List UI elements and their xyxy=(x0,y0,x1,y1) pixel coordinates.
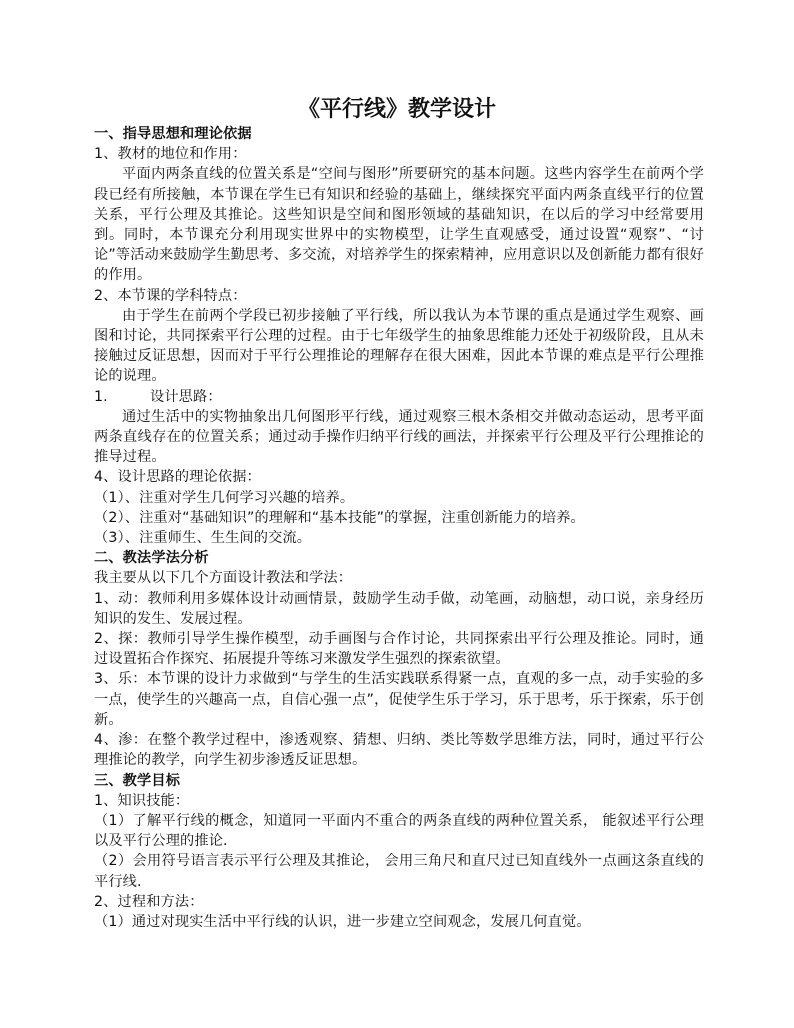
document-body xyxy=(94,124,704,932)
list-item: （2）会用符号语言表示平行公理及其推论， 会用三角尺和直尺过已知直线外一点画这条直线的平行线. xyxy=(94,853,704,890)
list-item: 4、渗：在整个教学过程中，渗透观察、猜想、归纳、类比等数学思维方法，同时，通过平行公理推论的教学，向学生初步渗透反证思想。 xyxy=(94,732,704,769)
list-item: 3、乐：本节课的设计力求做到“与学生的生活实践联系得紧一点，直观的多一点，动手实验的多一点，使学生的兴趣高一点，自信心强一点”，促使学生乐于学习，乐于思考，乐于探索，乐于创新。 xyxy=(94,671,704,728)
subsection-heading: 2、过程和方法： xyxy=(94,893,204,910)
page-title: 《平行线》教学设计 xyxy=(297,97,496,122)
subsection-heading-text: 设计思路： xyxy=(150,388,222,405)
list-item: （3）、注重师生、生生间的交流。 xyxy=(94,530,312,547)
paragraph: 平面内两条直线的位置关系是“空间与图形”所要研究的基本问题。这些内容学生在前两个学段已经有所接触，本节课在学生已有知识和经验的基础上，继续探究平面内两条直线平行的位置关系，平行公理及其推论。这些知识是空间和图形领域的基础知识，在以后的学习中经常要用到。同时，本节课充分利用现实世界中的实物模型，让学生直观感受，通过设置“观察”、“讨论”等活动来鼓励学生勤思考、多交流，对培养学生的探索精神，应用意识以及创新能力都有很好的作用。 xyxy=(94,166,704,284)
subsection-heading: 1、知识技能： xyxy=(94,792,190,809)
list-item: 1、动：教师利用多媒体设计动画情景，鼓励学生动手做，动笔画，动脑想，动口说，亲身经历知识的发生、发展过程。 xyxy=(94,590,704,627)
list-item: （1）、注重对学生几何学习兴趣的培养。 xyxy=(94,489,355,506)
paragraph: 由于学生在前两个学段已初步接触了平行线，所以我认为本节课的重点是通过学生观察、画图和讨论，共同探索平行公理的过程。由于七年级学生的抽象思维能力还处于初级阶段，且从未接触过反证思想，因而对于平行公理推论的理解存在很大困难，因此本节课的难点是平行公理推论的说理。 xyxy=(94,307,704,385)
subsection-heading: 1、教材的地位和作用： xyxy=(94,146,247,163)
section-heading-2: 二、教法学法分析 xyxy=(94,550,209,567)
section-heading-3: 三、教学目标 xyxy=(94,772,181,789)
list-item: （1）了解平行线的概念，知道同一平面内不重合的两条直线的两种位置关系， 能叙述平行公理以及平行公理的推论. xyxy=(94,812,704,850)
subsection-heading: 2、本节课的学科特点： xyxy=(94,287,247,304)
section-heading-1: 一、指导思想和理论依据 xyxy=(94,126,252,142)
paragraph: 通过生活中的实物抽象出几何图形平行线，通过观察三根木条相交并做动态运动，思考平面两条直线存在的位置关系；通过动手操作归纳平行线的画法，并探索平行公理及平行公理推论的推导过程。 xyxy=(94,408,704,466)
list-item: 2、探：教师引导学生操作模型，动手画图与合作讨论，共同探索出平行公理及推论。同时，通过设置拓合作探究、拓展提升等练习来激发学生强烈的探索欲望。 xyxy=(94,631,704,668)
list-number: 1. xyxy=(94,388,108,405)
paragraph: 我主要从以下几个方面设计教法和学法： xyxy=(94,570,353,587)
list-item: （2）、注重对“基础知识”的理解和“基本技能”的掌握，注重创新能力的培养。 xyxy=(94,509,585,526)
subsection-heading: 4、设计思路的理论依据： xyxy=(94,469,261,486)
subsection-heading xyxy=(94,387,704,407)
list-item: （1）通过对现实生活中平行线的认识，进一步建立空间观念，发展几何直觉。 xyxy=(94,913,591,930)
